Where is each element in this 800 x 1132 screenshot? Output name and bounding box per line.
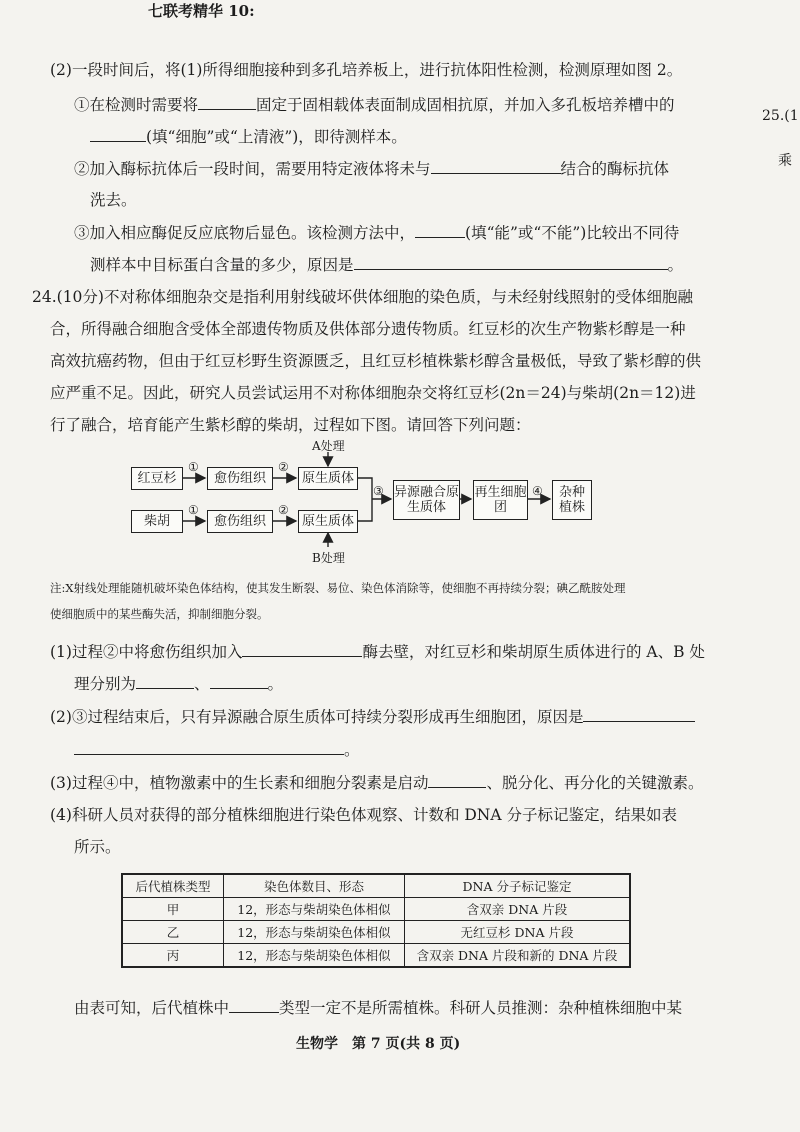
text: (填“能”或“不能”)比较出不同待 [465, 224, 680, 242]
text: (1)过程②中将愈伤组织加入 [50, 643, 243, 661]
q24-intro-line: 合，所得融合细胞含受体全部遗传物质及供体部分遗传物质。红豆杉的次生产物紫杉醇是一种 [50, 320, 686, 338]
text: 、 [194, 675, 210, 693]
box-callus-bottom: 愈伤组织 [207, 510, 273, 533]
page-footer: 生物学 第 7 页(共 8 页) [296, 1036, 461, 1052]
box-hybrid-plant: 杂种植株 [552, 480, 592, 520]
table-row [122, 944, 630, 968]
text: 结合的酶标抗体 [560, 160, 670, 178]
header-fragment: 七联考精华 10: [148, 2, 255, 20]
q24-intro-line: 高效抗癌药物，但由于红豆杉野生资源匮乏，且红豆杉植株紫杉醇含量极低，导致了紫杉醇的供 [50, 352, 702, 370]
q24-sub4-line1: (4)科研人员对获得的部分植株细胞进行染色体观察、计数和 DNA 分子标记鉴定，结果如表 [50, 806, 677, 824]
q24-sub2-line2 [74, 739, 360, 760]
text: 测样本中目标蛋白含量的多少，原因是 [90, 256, 354, 274]
text: ①在检测时需要将 [74, 96, 199, 114]
step-4-label: ④ [532, 484, 543, 498]
table-header-cell: 后代植株类型 [122, 874, 224, 898]
box-regen-cluster: 再生细胞团 [473, 480, 528, 520]
text: 固定于固相载体表面制成固相抗原，并加入多孔板培养槽中的 [256, 96, 675, 114]
answer-blank[interactable] [74, 739, 344, 755]
merge-bracket [358, 478, 372, 521]
text: 。 [667, 256, 684, 274]
box-bupleurum: 柴胡 [131, 510, 183, 533]
answer-blank[interactable] [583, 706, 695, 722]
table-cell: 丙 [122, 944, 224, 968]
q24-sub4-line3 [74, 997, 682, 1018]
diagram-note-line: 使细胞质中的某些酶失活，抑制细胞分裂。 [50, 607, 269, 621]
q24-sub2-line1 [50, 706, 695, 727]
table-cell: 无红豆杉 DNA 片段 [405, 921, 631, 944]
table-cell: 12，形态与柴胡染色体相似 [224, 944, 405, 968]
text: 。 [267, 675, 284, 693]
text: 。 [344, 741, 360, 759]
q24-sub4-line2: 所示。 [74, 838, 121, 856]
table-row [122, 921, 630, 944]
step-3-label: ③ [373, 484, 384, 498]
text: 酶去壁，对红豆杉和柴胡原生质体进行的 A、B 处 [362, 643, 705, 661]
table-cell: 12，形态与柴胡染色体相似 [224, 921, 405, 944]
q23-part2-line5: 洗去。 [90, 191, 137, 209]
table-cell: 12，形态与柴胡染色体相似 [224, 898, 405, 921]
table-cell: 甲 [122, 898, 224, 921]
q24-sub1-line1 [50, 641, 705, 662]
table-row [122, 898, 630, 921]
table-header-cell: DNA 分子标记鉴定 [405, 874, 631, 898]
text: ②加入酶标抗体后一段时间，需要用特定液体将未与 [74, 160, 431, 178]
text: (填“细胞”或“上清液”)，即待测样本。 [146, 128, 407, 146]
answer-blank[interactable] [428, 772, 486, 788]
text: 、脱分化、再分化的关键激素。 [486, 774, 704, 792]
table-header-row [122, 874, 630, 898]
result-table [121, 873, 631, 968]
label-a-treatment: A处理 [312, 439, 345, 453]
table-cell: 乙 [122, 921, 224, 944]
box-taxus: 红豆杉 [131, 467, 183, 490]
text: 由表可知，后代植株中 [74, 999, 230, 1017]
box-hetero-fusion: 异源融合原生质体 [393, 480, 460, 520]
answer-blank[interactable] [229, 997, 279, 1013]
box-callus-top: 愈伤组织 [207, 467, 273, 490]
step-2-label: ② [278, 460, 289, 474]
answer-blank[interactable] [136, 673, 194, 689]
text: 类型一定不是所需植株。科研人员推测：杂种植株细胞中某 [279, 999, 683, 1017]
text: (3)过程④中，植物激素中的生长素和细胞分裂素是启动 [50, 774, 429, 792]
table-header-cell: 染色体数目、形态 [224, 874, 405, 898]
step-1-label: ① [188, 460, 199, 474]
table-cell: 含双亲 DNA 片段和新的 DNA 片段 [405, 944, 631, 968]
box-protoplast-bottom: 原生质体 [298, 510, 358, 533]
text: (2)③过程结束后，只有异源融合原生质体可持续分裂形成再生细胞团，原因是 [50, 708, 584, 726]
text: ③加入相应酶促反应底物后显色。该检测方法中， [74, 224, 416, 242]
margin-fragment: 乘 [778, 153, 792, 169]
box-protoplast-top: 原生质体 [298, 467, 358, 490]
answer-blank[interactable] [210, 673, 268, 689]
q24-intro-line: 行了融合，培育能产生紫杉醇的柴胡，过程如下图。请回答下列问题： [50, 416, 531, 434]
q24-intro-line: 应严重不足。因此，研究人员尝试运用不对称体细胞杂交将红豆杉(2n＝24)与柴胡(2n＝12)进 [50, 384, 696, 402]
text: 理分别为 [74, 675, 137, 693]
table-cell: 含双亲 DNA 片段 [405, 898, 631, 921]
step-1-label: ① [188, 503, 199, 517]
step-2-label: ② [278, 503, 289, 517]
margin-fragment: 25.(1 [762, 108, 799, 124]
answer-blank[interactable] [242, 641, 362, 657]
diagram-note-line: 注:X射线处理能随机破坏染色体结构，使其发生断裂、易位、染色体消除等，使细胞不再持续分裂；碘乙酰胺处理 [50, 581, 626, 595]
q24-intro-line: 24.(10分)不对称体细胞杂交是指利用射线破坏供体细胞的染色质，与未经射线照射的受体细胞融 [32, 288, 693, 306]
q23-part2-line1: (2)一段时间后，将(1)所得细胞接种到多孔培养板上，进行抗体阳性检测，检测原理如图 2。 [50, 61, 683, 79]
label-b-treatment: B处理 [312, 551, 345, 565]
q24-sub1-line2 [74, 673, 283, 694]
q24-sub3 [50, 772, 703, 793]
